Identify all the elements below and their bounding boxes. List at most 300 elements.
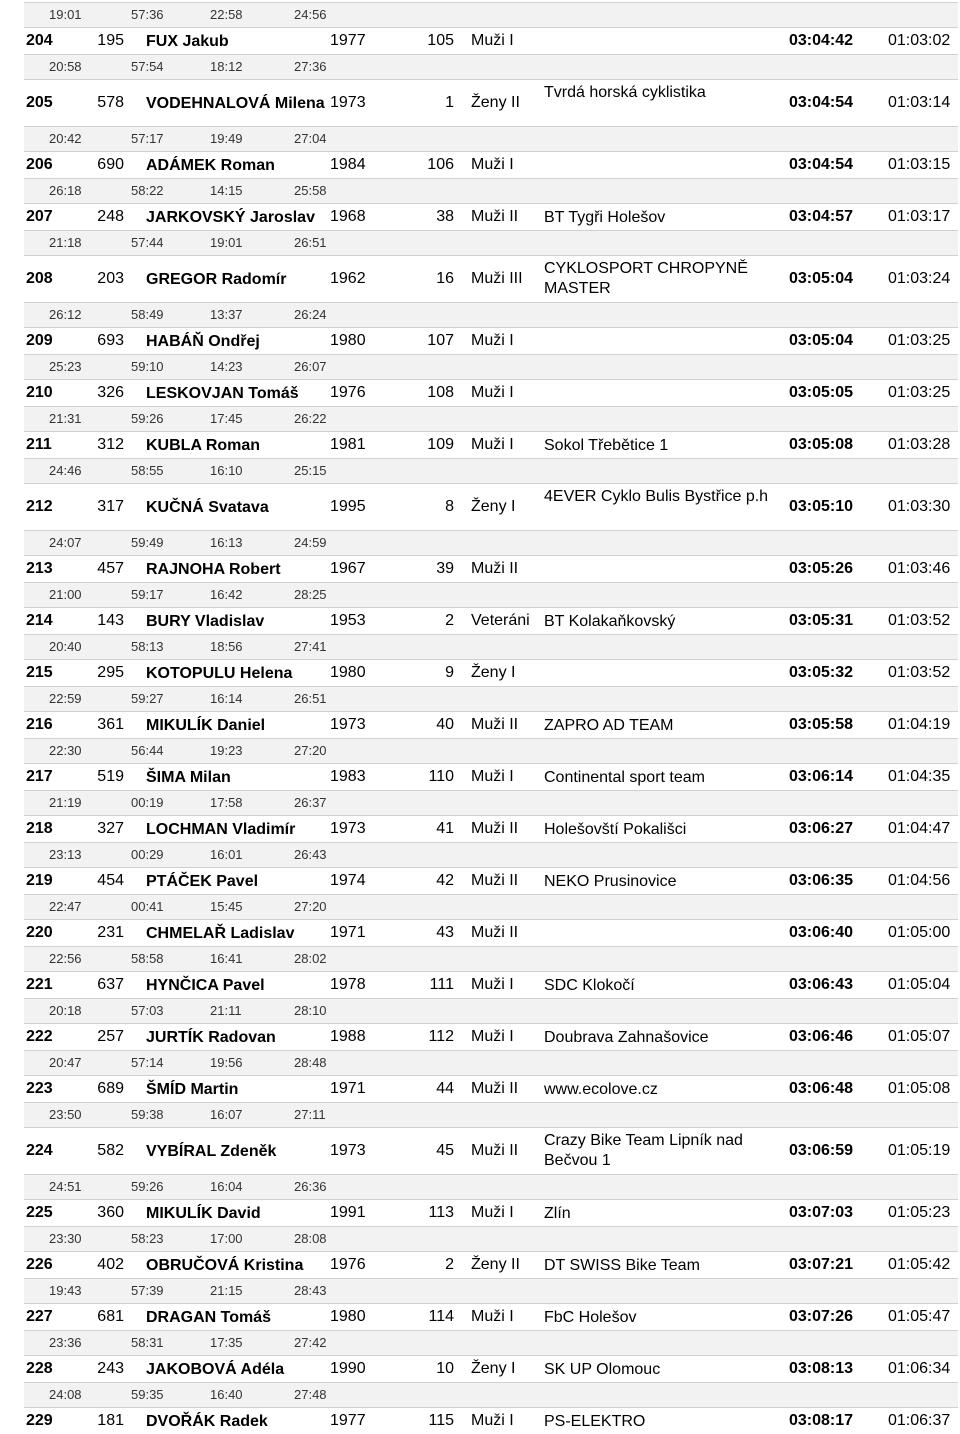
finish-time: 03:06:27 bbox=[789, 820, 854, 837]
split-time: 59:26 bbox=[131, 1179, 164, 1194]
time-loss: 01:03:15 bbox=[888, 156, 951, 173]
club-name: Zlín bbox=[544, 1205, 571, 1222]
rider-name: JAKOBOVÁ Adéla bbox=[146, 1361, 285, 1378]
split-times-row bbox=[24, 1382, 958, 1408]
bib-number: 360 bbox=[97, 1204, 124, 1221]
split-time: 58:31 bbox=[131, 1335, 164, 1350]
bib-number: 143 bbox=[97, 612, 124, 629]
birth-year: 1983 bbox=[330, 768, 366, 785]
category: Muži III bbox=[471, 270, 523, 287]
split-times-row bbox=[24, 1226, 958, 1252]
split-time: 59:17 bbox=[131, 587, 164, 602]
split-time: 23:13 bbox=[49, 847, 82, 862]
bib-number: 181 bbox=[97, 1412, 124, 1429]
birth-year: 1980 bbox=[330, 664, 366, 681]
bib-number: 690 bbox=[97, 156, 124, 173]
result-row bbox=[24, 1252, 958, 1278]
split-time: 22:30 bbox=[49, 743, 82, 758]
split-time: 17:45 bbox=[210, 411, 243, 426]
rider-name: VODEHNALOVÁ Milena bbox=[146, 95, 325, 112]
split-time: 19:49 bbox=[210, 131, 243, 146]
category-rank: 9 bbox=[445, 664, 454, 681]
split-time: 59:26 bbox=[131, 411, 164, 426]
rank: 222 bbox=[26, 1028, 53, 1045]
finish-time: 03:05:04 bbox=[789, 270, 854, 287]
split-times-row bbox=[24, 530, 958, 556]
rider-name: ADÁMEK Roman bbox=[146, 157, 275, 174]
bib-number: 637 bbox=[97, 976, 124, 993]
category: Muži II bbox=[471, 820, 519, 837]
category: Muži II bbox=[471, 716, 519, 733]
split-time: 20:42 bbox=[49, 131, 82, 146]
rank: 213 bbox=[26, 560, 53, 577]
split-time: 13:37 bbox=[210, 307, 243, 322]
split-time: 26:51 bbox=[294, 691, 327, 706]
bib-number: 361 bbox=[97, 716, 124, 733]
split-times-row bbox=[24, 1050, 958, 1076]
split-time: 27:20 bbox=[294, 743, 327, 758]
result-row bbox=[24, 972, 958, 998]
birth-year: 1977 bbox=[330, 1412, 366, 1429]
time-loss: 01:03:46 bbox=[888, 560, 951, 577]
club-name: SDC Klokočí bbox=[544, 977, 635, 994]
birth-year: 1973 bbox=[330, 716, 366, 733]
finish-time: 03:04:42 bbox=[789, 32, 854, 49]
bib-number: 457 bbox=[97, 560, 124, 577]
category: Muži I bbox=[471, 156, 514, 173]
rider-name: BURY Vladislav bbox=[146, 613, 265, 630]
club-name: ZAPRO AD TEAM bbox=[544, 717, 674, 734]
split-times-row bbox=[24, 634, 958, 660]
split-times-row bbox=[24, 582, 958, 608]
finish-time: 03:04:54 bbox=[789, 94, 854, 111]
rank: 211 bbox=[26, 436, 52, 453]
bib-number: 681 bbox=[97, 1308, 124, 1325]
time-loss: 01:05:00 bbox=[888, 924, 951, 941]
result-row bbox=[24, 556, 958, 582]
split-time: 19:01 bbox=[210, 235, 243, 250]
bib-number: 326 bbox=[97, 384, 124, 401]
finish-time: 03:08:13 bbox=[789, 1360, 854, 1377]
split-times-row bbox=[24, 842, 958, 868]
bib-number: 693 bbox=[97, 332, 124, 349]
split-time: 25:58 bbox=[294, 183, 327, 198]
rider-name: HABÁŇ Ondřej bbox=[146, 333, 260, 350]
split-time: 17:35 bbox=[210, 1335, 243, 1350]
rider-name: DRAGAN Tomáš bbox=[146, 1309, 272, 1326]
bib-number: 454 bbox=[97, 872, 124, 889]
category: Muži II bbox=[471, 872, 519, 889]
rider-name: DVOŘÁK Radek bbox=[146, 1413, 268, 1430]
time-loss: 01:03:52 bbox=[888, 664, 951, 681]
category-rank: 38 bbox=[436, 208, 454, 225]
rank: 205 bbox=[26, 94, 53, 111]
category: Muži I bbox=[471, 768, 514, 785]
time-loss: 01:05:19 bbox=[888, 1142, 951, 1159]
rider-name: KUBLA Roman bbox=[146, 437, 261, 454]
split-time: 59:10 bbox=[131, 359, 164, 374]
split-time: 28:48 bbox=[294, 1055, 327, 1070]
club-name: Sokol Třebětice 1 bbox=[544, 437, 669, 454]
birth-year: 1988 bbox=[330, 1028, 366, 1045]
rider-name: LESKOVJAN Tomáš bbox=[146, 385, 299, 402]
split-time: 17:58 bbox=[210, 795, 243, 810]
split-time: 14:23 bbox=[210, 359, 243, 374]
category: Muži II bbox=[471, 560, 519, 577]
category: Muži II bbox=[471, 208, 519, 225]
split-time: 24:51 bbox=[49, 1179, 82, 1194]
split-time: 16:07 bbox=[210, 1107, 243, 1122]
category: Muži I bbox=[471, 1308, 514, 1325]
finish-time: 03:04:57 bbox=[789, 208, 854, 225]
club-name: SK UP Olomouc bbox=[544, 1361, 661, 1378]
category-rank: 39 bbox=[436, 560, 454, 577]
split-time: 18:56 bbox=[210, 639, 243, 654]
finish-time: 03:05:26 bbox=[789, 560, 854, 577]
split-time: 57:03 bbox=[131, 1003, 164, 1018]
split-time: 20:47 bbox=[49, 1055, 82, 1070]
rank: 223 bbox=[26, 1080, 53, 1097]
split-time: 27:20 bbox=[294, 899, 327, 914]
rider-name: LOCHMAN Vladimír bbox=[146, 821, 296, 838]
rank: 215 bbox=[26, 664, 53, 681]
time-loss: 01:03:52 bbox=[888, 612, 951, 629]
split-time: 16:04 bbox=[210, 1179, 243, 1194]
split-time: 25:23 bbox=[49, 359, 82, 374]
split-time: 58:13 bbox=[131, 639, 164, 654]
club-name: BT Tygři Holešov bbox=[544, 209, 666, 226]
category-rank: 16 bbox=[436, 270, 454, 287]
category: Muži II bbox=[471, 1080, 519, 1097]
split-times-row bbox=[24, 230, 958, 256]
bib-number: 295 bbox=[97, 664, 124, 681]
rider-name: PTÁČEK Pavel bbox=[146, 873, 259, 890]
rider-name: MIKULÍK Daniel bbox=[146, 717, 266, 734]
category: Ženy I bbox=[471, 498, 516, 515]
category: Muži I bbox=[471, 332, 514, 349]
category-rank: 43 bbox=[436, 924, 454, 941]
split-time: 21:11 bbox=[210, 1003, 242, 1018]
finish-time: 03:05:10 bbox=[789, 498, 854, 515]
split-time: 27:41 bbox=[294, 639, 327, 654]
split-times-row bbox=[24, 54, 958, 80]
split-time: 16:01 bbox=[210, 847, 243, 862]
rider-name: MIKULÍK David bbox=[146, 1205, 261, 1222]
result-row bbox=[24, 1128, 958, 1174]
finish-time: 03:06:35 bbox=[789, 872, 854, 889]
split-time: 26:51 bbox=[294, 235, 327, 250]
split-time: 22:47 bbox=[49, 899, 82, 914]
category-rank: 105 bbox=[427, 32, 454, 49]
rank: 210 bbox=[26, 384, 53, 401]
time-loss: 01:05:08 bbox=[888, 1080, 951, 1097]
split-time: 23:30 bbox=[49, 1231, 82, 1246]
birth-year: 1976 bbox=[330, 1256, 366, 1273]
split-time: 28:25 bbox=[294, 587, 327, 602]
bib-number: 402 bbox=[97, 1256, 124, 1273]
time-loss: 01:03:17 bbox=[888, 208, 951, 225]
split-time: 24:08 bbox=[49, 1387, 82, 1402]
birth-year: 1977 bbox=[330, 32, 366, 49]
birth-year: 1995 bbox=[330, 498, 366, 515]
split-time: 58:58 bbox=[131, 951, 164, 966]
split-time: 57:39 bbox=[131, 1283, 164, 1298]
finish-time: 03:07:03 bbox=[789, 1204, 854, 1221]
result-row bbox=[24, 868, 958, 894]
bib-number: 248 bbox=[97, 208, 124, 225]
rank: 221 bbox=[26, 976, 53, 993]
category-rank: 109 bbox=[427, 436, 454, 453]
bib-number: 578 bbox=[97, 94, 124, 111]
category-rank: 44 bbox=[436, 1080, 454, 1097]
club-name: BT Kolakaňkovský bbox=[544, 613, 676, 630]
finish-time: 03:06:43 bbox=[789, 976, 854, 993]
split-time: 28:02 bbox=[294, 951, 327, 966]
split-times-row bbox=[24, 946, 958, 972]
birth-year: 1974 bbox=[330, 872, 366, 889]
birth-year: 1967 bbox=[330, 560, 366, 577]
rider-name: OBRUČOVÁ Kristina bbox=[146, 1257, 304, 1274]
split-times-row bbox=[24, 2, 958, 28]
split-time: 26:43 bbox=[294, 847, 327, 862]
result-row bbox=[24, 256, 958, 302]
rider-name: VYBÍRAL Zdeněk bbox=[146, 1143, 277, 1160]
split-time: 58:23 bbox=[131, 1231, 164, 1246]
rider-name: ŠIMA Milan bbox=[146, 769, 231, 786]
rank: 224 bbox=[26, 1142, 53, 1159]
split-times-row bbox=[24, 354, 958, 380]
split-time: 19:23 bbox=[210, 743, 243, 758]
time-loss: 01:03:25 bbox=[888, 332, 951, 349]
result-row bbox=[24, 1076, 958, 1102]
result-row bbox=[24, 328, 958, 354]
birth-year: 1981 bbox=[330, 436, 366, 453]
time-loss: 01:03:25 bbox=[888, 384, 951, 401]
club-name: www.ecolove.cz bbox=[544, 1081, 658, 1098]
split-time: 23:50 bbox=[49, 1107, 82, 1122]
split-time: 59:49 bbox=[131, 535, 164, 550]
result-row bbox=[24, 764, 958, 790]
time-loss: 01:05:47 bbox=[888, 1308, 951, 1325]
rank: 206 bbox=[26, 156, 53, 173]
split-time: 00:41 bbox=[131, 899, 164, 914]
split-time: 58:49 bbox=[131, 307, 164, 322]
birth-year: 1990 bbox=[330, 1360, 366, 1377]
split-time: 27:42 bbox=[294, 1335, 327, 1350]
split-time: 16:42 bbox=[210, 587, 243, 602]
split-times-row bbox=[24, 686, 958, 712]
time-loss: 01:05:42 bbox=[888, 1256, 951, 1273]
rank: 227 bbox=[26, 1308, 53, 1325]
club-name: PS-ELEKTRO bbox=[544, 1413, 646, 1430]
birth-year: 1991 bbox=[330, 1204, 366, 1221]
category: Muži I bbox=[471, 32, 514, 49]
split-time: 59:38 bbox=[131, 1107, 164, 1122]
bib-number: 317 bbox=[97, 498, 124, 515]
club-name: NEKO Prusinovice bbox=[544, 873, 677, 890]
category-rank: 110 bbox=[428, 768, 454, 785]
rider-name: RAJNOHA Robert bbox=[146, 561, 281, 578]
club-name: Holešovští Pokališci bbox=[544, 821, 687, 838]
time-loss: 01:05:07 bbox=[888, 1028, 951, 1045]
bib-number: 582 bbox=[97, 1142, 124, 1159]
category: Muži I bbox=[471, 1204, 514, 1221]
category-rank: 42 bbox=[436, 872, 454, 889]
result-row bbox=[24, 432, 958, 458]
split-time: 22:58 bbox=[210, 7, 243, 22]
finish-time: 03:06:59 bbox=[789, 1142, 854, 1159]
split-times-row bbox=[24, 126, 958, 152]
finish-time: 03:04:54 bbox=[789, 156, 854, 173]
split-time: 27:48 bbox=[294, 1387, 327, 1402]
split-time: 28:08 bbox=[294, 1231, 327, 1246]
finish-time: 03:06:48 bbox=[789, 1080, 854, 1097]
split-time: 26:37 bbox=[294, 795, 327, 810]
split-time: 26:18 bbox=[49, 183, 82, 198]
birth-year: 1976 bbox=[330, 384, 366, 401]
split-time: 56:44 bbox=[131, 743, 164, 758]
split-time: 21:18 bbox=[49, 235, 82, 250]
category-rank: 111 bbox=[429, 976, 454, 993]
birth-year: 1971 bbox=[330, 1080, 366, 1097]
rank: 219 bbox=[26, 872, 53, 889]
club-name: 4EVER Cyklo Bulis Bystřice p.h bbox=[544, 488, 769, 505]
rider-name: JARKOVSKÝ Jaroslav bbox=[146, 209, 315, 226]
split-time: 16:14 bbox=[210, 691, 243, 706]
split-time: 24:56 bbox=[294, 7, 327, 22]
time-loss: 01:06:37 bbox=[888, 1412, 951, 1429]
split-time: 26:24 bbox=[294, 307, 327, 322]
category: Muži I bbox=[471, 436, 514, 453]
birth-year: 1968 bbox=[330, 208, 366, 225]
result-row bbox=[24, 712, 958, 738]
split-time: 16:40 bbox=[210, 1387, 243, 1402]
split-time: 28:10 bbox=[294, 1003, 327, 1018]
category-rank: 10 bbox=[436, 1360, 454, 1377]
split-time: 25:15 bbox=[294, 463, 327, 478]
rider-name: KOTOPULU Helena bbox=[146, 665, 293, 682]
split-time: 19:56 bbox=[210, 1055, 243, 1070]
split-time: 15:45 bbox=[210, 899, 243, 914]
time-loss: 01:03:28 bbox=[888, 436, 951, 453]
birth-year: 1973 bbox=[330, 820, 366, 837]
finish-time: 03:05:32 bbox=[789, 664, 854, 681]
club-name: FbC Holešov bbox=[544, 1309, 637, 1326]
split-time: 14:15 bbox=[210, 183, 243, 198]
category-rank: 41 bbox=[436, 820, 454, 837]
birth-year: 1978 bbox=[330, 976, 366, 993]
birth-year: 1971 bbox=[330, 924, 366, 941]
rank: 212 bbox=[26, 498, 53, 515]
category: Ženy II bbox=[471, 1256, 520, 1273]
result-row bbox=[24, 484, 958, 530]
split-time: 57:17 bbox=[131, 131, 164, 146]
split-time: 59:27 bbox=[131, 691, 164, 706]
split-time: 58:55 bbox=[131, 463, 164, 478]
bib-number: 327 bbox=[97, 820, 124, 837]
split-time: 24:07 bbox=[49, 535, 82, 550]
category-rank: 113 bbox=[428, 1204, 454, 1221]
finish-time: 03:06:40 bbox=[789, 924, 854, 941]
rider-name: ŠMÍD Martin bbox=[146, 1081, 239, 1098]
category-rank: 106 bbox=[427, 156, 454, 173]
split-times-row bbox=[24, 406, 958, 432]
split-time: 58:22 bbox=[131, 183, 164, 198]
time-loss: 01:05:04 bbox=[888, 976, 951, 993]
birth-year: 1973 bbox=[330, 1142, 366, 1159]
birth-year: 1973 bbox=[330, 94, 366, 111]
club-name: Continental sport team bbox=[544, 769, 705, 786]
category-rank: 40 bbox=[436, 716, 454, 733]
category-rank: 107 bbox=[427, 332, 454, 349]
split-time: 26:07 bbox=[294, 359, 327, 374]
time-loss: 01:03:30 bbox=[888, 498, 951, 515]
birth-year: 1962 bbox=[330, 270, 366, 287]
bib-number: 312 bbox=[97, 436, 124, 453]
rank: 217 bbox=[26, 768, 53, 785]
finish-time: 03:06:14 bbox=[789, 768, 854, 785]
split-time: 16:41 bbox=[210, 951, 243, 966]
rider-name: CHMELAŘ Ladislav bbox=[146, 925, 295, 942]
split-time: 27:04 bbox=[294, 131, 327, 146]
split-times-row bbox=[24, 178, 958, 204]
result-row bbox=[24, 1200, 958, 1226]
result-row bbox=[24, 1304, 958, 1330]
time-loss: 01:05:23 bbox=[888, 1204, 951, 1221]
split-times-row bbox=[24, 302, 958, 328]
split-time: 59:35 bbox=[131, 1387, 164, 1402]
time-loss: 01:04:19 bbox=[888, 716, 951, 733]
rider-name: JURTÍK Radovan bbox=[146, 1029, 276, 1046]
split-time: 22:59 bbox=[49, 691, 82, 706]
split-time: 24:46 bbox=[49, 463, 82, 478]
rank: 208 bbox=[26, 270, 53, 287]
split-time: 00:29 bbox=[131, 847, 164, 862]
category-rank: 2 bbox=[445, 612, 454, 629]
split-time: 21:15 bbox=[210, 1283, 243, 1298]
rank: 216 bbox=[26, 716, 53, 733]
split-times-row bbox=[24, 894, 958, 920]
category: Muži I bbox=[471, 976, 514, 993]
split-time: 22:56 bbox=[49, 951, 82, 966]
category: Ženy I bbox=[471, 664, 516, 681]
split-time: 20:18 bbox=[49, 1003, 82, 1018]
result-row bbox=[24, 608, 958, 634]
time-loss: 01:04:35 bbox=[888, 768, 951, 785]
split-time: 23:36 bbox=[49, 1335, 82, 1350]
category: Muži I bbox=[471, 384, 514, 401]
bib-number: 231 bbox=[97, 924, 124, 941]
category-rank: 2 bbox=[445, 1256, 454, 1273]
split-time: 26:12 bbox=[49, 307, 82, 322]
rank: 226 bbox=[26, 1256, 53, 1273]
club-name: CYKLOSPORT CHROPYNĚ MASTER bbox=[544, 260, 748, 297]
rider-name: GREGOR Radomír bbox=[146, 271, 287, 288]
category: Veteráni bbox=[471, 612, 530, 629]
birth-year: 1953 bbox=[330, 612, 366, 629]
split-time: 16:13 bbox=[210, 535, 243, 550]
split-times-row bbox=[24, 458, 958, 484]
split-times-row bbox=[24, 1330, 958, 1356]
time-loss: 01:06:34 bbox=[888, 1360, 951, 1377]
club-name: Doubrava Zahnašovice bbox=[544, 1029, 709, 1046]
finish-time: 03:05:04 bbox=[789, 332, 854, 349]
split-time: 24:59 bbox=[294, 535, 327, 550]
split-times-row bbox=[24, 1174, 958, 1200]
time-loss: 01:04:47 bbox=[888, 820, 951, 837]
rider-name: HYNČICA Pavel bbox=[146, 977, 265, 994]
rank: 225 bbox=[26, 1204, 53, 1221]
